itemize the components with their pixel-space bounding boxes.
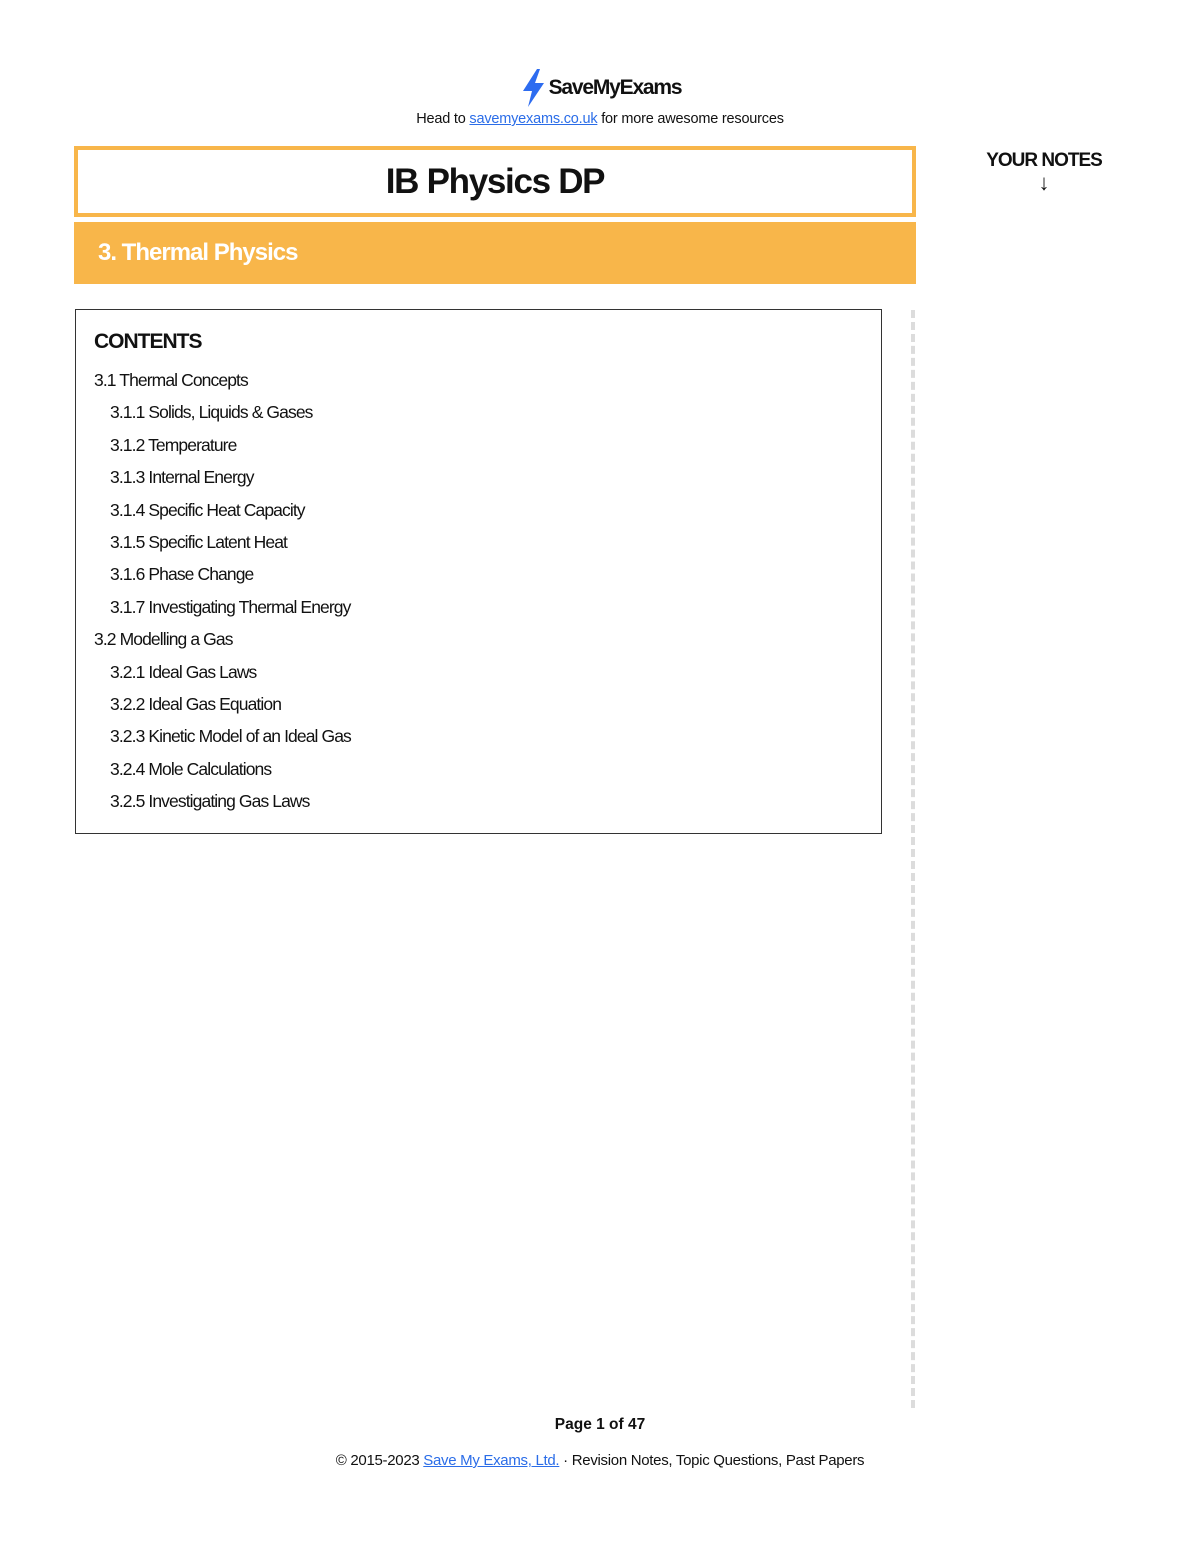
footer-suffix: · Revision Notes, Topic Questions, Past Papers <box>559 1452 865 1469</box>
document-title: IB Physics DP <box>385 161 605 201</box>
toc-subsection-item[interactable]: 3.1.1 Solids, Liquids & Gases <box>110 402 313 423</box>
page-footer <box>0 1452 1200 1469</box>
toc-subsection-item[interactable]: 3.1.3 Internal Energy <box>110 467 254 488</box>
contents-heading: CONTENTS <box>94 330 202 353</box>
company-link[interactable]: Save My Exams, Ltd. <box>423 1452 560 1469</box>
header-tagline <box>0 111 1200 127</box>
savemyexams-link[interactable]: savemyexams.co.uk <box>469 111 598 127</box>
copyright-text: © 2015-2023 <box>335 1452 424 1469</box>
toc-subsection-item[interactable]: 3.2.5 Investigating Gas Laws <box>110 791 310 812</box>
toc-subsection-item[interactable]: 3.2.4 Mole Calculations <box>110 758 272 779</box>
your-notes-header <box>950 150 1138 194</box>
contents-list <box>94 366 351 819</box>
tagline-suffix: for more awesome resources <box>597 111 784 127</box>
lightning-bolt-icon <box>519 68 547 108</box>
toc-section-item[interactable]: 3.2 Modelling a Gas <box>94 629 233 650</box>
tagline-prefix: Head to <box>416 111 470 127</box>
toc-subsection-item[interactable]: 3.2.1 Ideal Gas Laws <box>110 661 257 682</box>
logo-text: SaveMyExams <box>548 76 682 99</box>
page-number: Page 1 of 47 <box>554 1416 646 1433</box>
header-logo-row <box>0 66 1200 110</box>
section-banner <box>74 222 916 284</box>
document-title-box <box>74 146 916 217</box>
toc-subsection-item[interactable]: 3.1.4 Specific Heat Capacity <box>110 499 305 520</box>
notes-divider <box>911 310 915 1408</box>
toc-section-item[interactable]: 3.1 Thermal Concepts <box>94 370 248 390</box>
toc-subsection-item[interactable]: 3.2.2 Ideal Gas Equation <box>110 693 282 714</box>
arrow-down-icon: ↓ <box>1038 170 1050 195</box>
toc-subsection-item[interactable]: 3.1.6 Phase Change <box>110 564 254 585</box>
toc-subsection-item[interactable]: 3.2.3 Kinetic Model of an Ideal Gas <box>110 726 351 747</box>
toc-subsection-item[interactable]: 3.1.7 Investigating Thermal Energy <box>110 596 351 617</box>
contents-box <box>75 309 882 834</box>
toc-subsection-item[interactable]: 3.1.2 Temperature <box>110 434 237 455</box>
your-notes-label: YOUR NOTES <box>986 150 1102 171</box>
savemyexams-logo[interactable] <box>519 68 682 108</box>
section-title: 3. Thermal Physics <box>98 239 298 266</box>
toc-subsection-item[interactable]: 3.1.5 Specific Latent Heat <box>110 531 288 552</box>
